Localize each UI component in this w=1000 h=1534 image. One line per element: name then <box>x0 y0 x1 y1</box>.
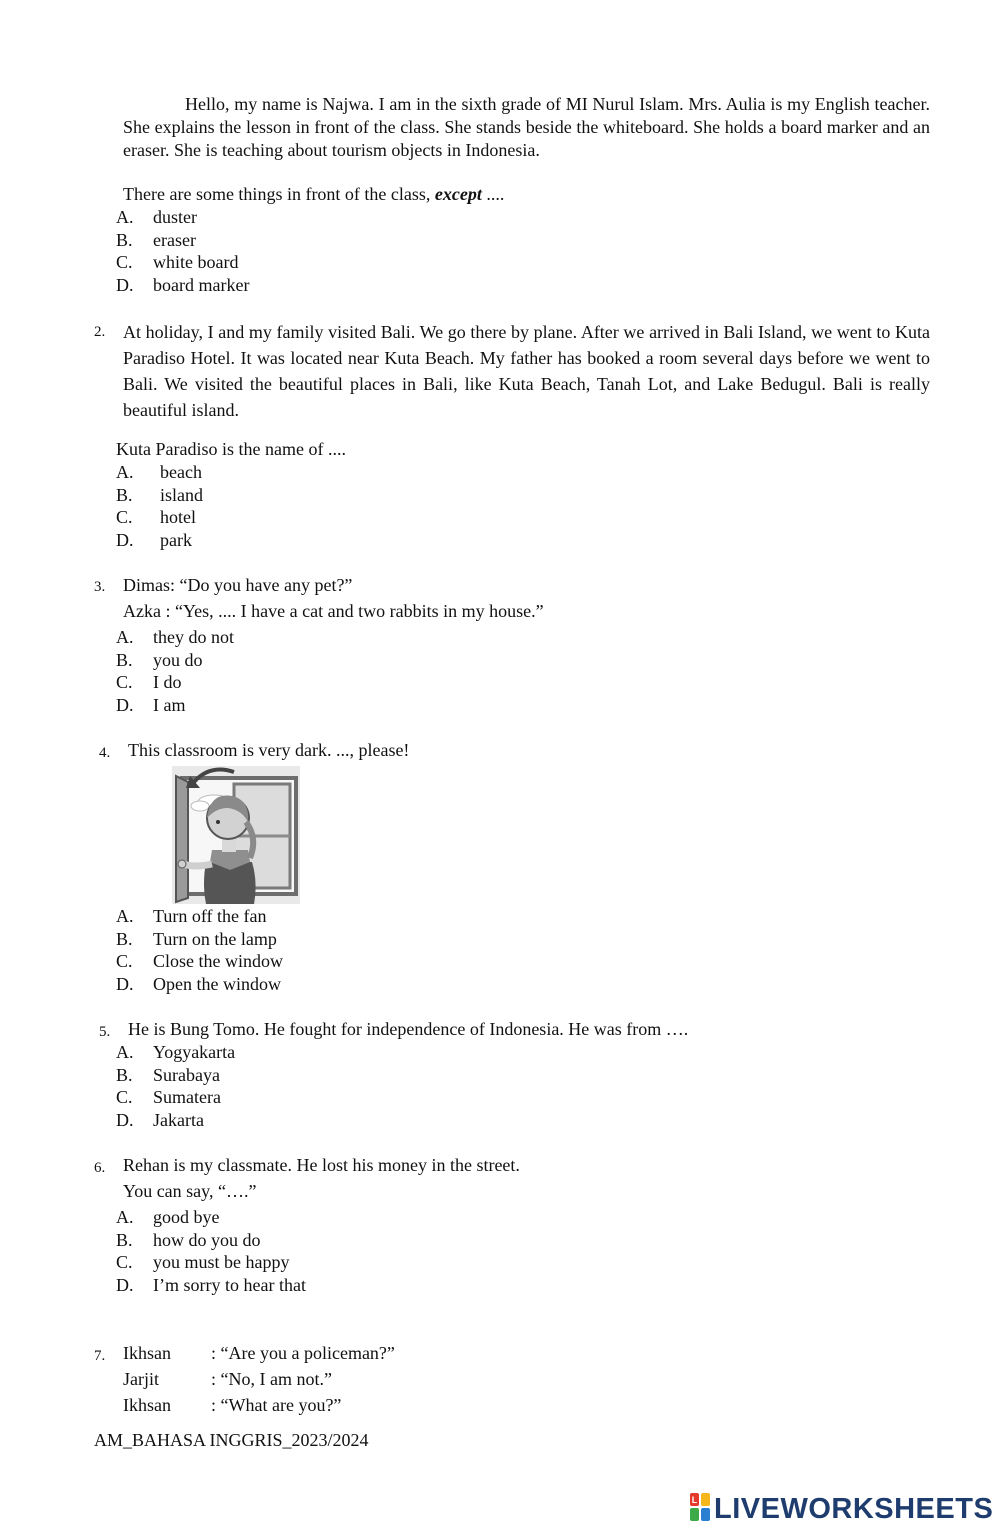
q7-line-2: : “No, I am not.” <box>211 1369 332 1389</box>
q5-question: He is Bung Tomo. He fought for independence of Indonesia. He was from …. <box>128 1019 689 1039</box>
q1-emphasis: except <box>434 184 482 204</box>
liveworksheets-logo-icon <box>690 1493 710 1526</box>
q6-line-2: You can say, “….” <box>123 1181 257 1201</box>
liveworksheets-brand[interactable] <box>690 1492 993 1526</box>
q3-line-1: Dimas: “Do you have any pet?” <box>123 575 353 595</box>
q7-line-3: : “What are you?” <box>211 1395 342 1415</box>
brand-name: LIVEWORKSHEETS <box>714 1492 994 1525</box>
q4-question: This classroom is very dark. ..., please! <box>128 740 410 760</box>
svg-text:L: L <box>691 1494 698 1505</box>
q7-number: 7. <box>94 1348 106 1364</box>
q1-question: There are some things in front of the class, except .... <box>123 184 505 204</box>
q6-line-1: Rehan is my classmate. He lost his money in the street. <box>123 1155 520 1175</box>
q2-passage: At holiday, I and my family visited Bali. We go there by plane. After we arrived in Bali Island, we went to Kuta Paradiso Hotel. It was located near Kuta Beach. My father has booked a room several days before we went to Bali. We visited the beautiful places in Bali, like Kuta Beach, Tanah Lot, and Lake Bedugul. Bali is really beautiful island. <box>123 322 930 420</box>
q3-line-2: Azka : “Yes, .... I have a cat and two rabbits in my house.” <box>123 601 544 621</box>
q1-passage: Hello, my name is Najwa. I am in the sixth grade of MI Nurul Islam. Mrs. Aulia is my English teacher. She explains the lesson in front of the class. She stands beside the whiteboard. She holds a board marker and an eraser. She is teaching about tourism objects in Indonesia. <box>123 94 930 160</box>
page-footer: AM_BAHASA INGGRIS_2023/2024 <box>94 1430 369 1450</box>
girl-opening-window-icon <box>172 766 300 904</box>
q7-speaker-1: Ikhsan <box>123 1343 171 1363</box>
q7-speaker-3: Ikhsan <box>123 1395 171 1415</box>
q7-speaker-2: Jarjit <box>123 1369 159 1389</box>
q6-number: 6. <box>94 1160 106 1176</box>
q7-line-1: : “Are you a policeman?” <box>211 1343 395 1363</box>
q3-number: 3. <box>94 579 106 595</box>
q2-question: Kuta Paradiso is the name of .... <box>116 439 346 459</box>
q5-number: 5. <box>99 1024 111 1040</box>
worksheet-page: Hello, my name is Najwa. I am in the sixth grade of MI Nurul Islam. Mrs. Aulia is my English teacher. She explains the lesson in front of the class. She stands beside the whiteboard. She holds a board marker and an eraser. She is teaching about tourism objects in Indonesia. There are some things in front of the class, except .... A. duster B. eraser C. white board D. board marker 2. At holiday, I and my family visited Bali. We go there by plane. After we arrived in Bali Island, we went to Kuta Paradiso Hotel. It was located near Kuta Beach. My father has booked a room several days before we went to Bali. We visited the beautiful places in Bali, like Kuta Beach, Tanah Lot, and Lake Bedugul. Bali is really beautiful island. Kuta Paradiso is the name of .... A. beach B. island C. hotel D. park 3. Dimas: “Do you have any pet?” Azka : “Yes, .... I have a cat and two rabbits in my house.” A. they do not B. you do C. I do D. I am 4. This classroom is very dark. ..., please! A. Turn off the fan B. Turn on the lamp C. Close the window D. Open the window 5. He is Bung Tomo. He fought for independence of Indonesia. He was from …. A. Yogyakarta B. Surabaya C. Sumatera D. Jakarta 6. Rehan is my classmate. He lost his money in the street. You can say, “….” A. good bye B. how do you do C. you must be happy D. I’m sorry to hear that 7. Ikhsan : “Are you a policeman?” Jarjit : “No, I am not.” Ikhsan : “What are you?” AM_BAHASA INGGRIS_2023/2024 L LIVEWORKSHEETS <box>94 94 994 1525</box>
q2-number: 2. <box>94 324 106 340</box>
q4-number: 4. <box>99 745 111 761</box>
